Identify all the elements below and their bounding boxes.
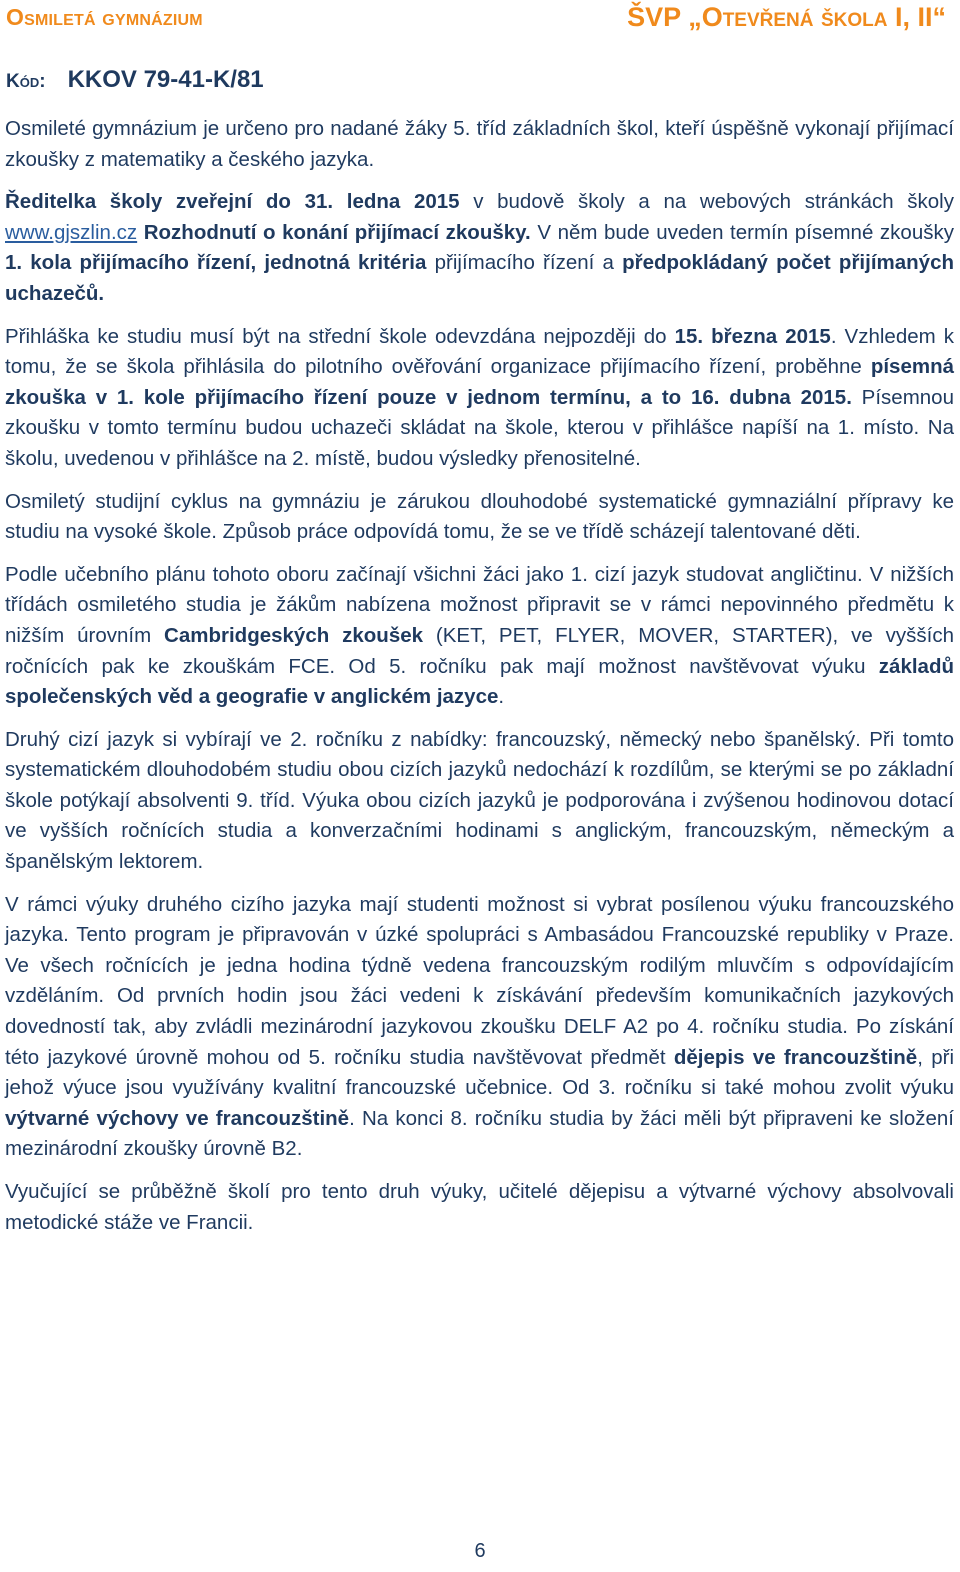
text-run: V něm bude uveden termín písemné zkoušky [530, 220, 954, 244]
text-run: . Na konci 8. ročníku studia by žáci měli být připraveni ke složení mezinárodní zkoušky úrovně B2. [5, 1106, 954, 1161]
text-run: Podle učebního plánu tohoto oboru začínají všichni žáci jako 1. cizí jazyk studovat angličtinu. V nižších třídách osmiletého studia je žákům nabízena možnost připravit se v rámci nepovinného předmětu k nižším úrovním [5, 562, 954, 647]
header-school-type: Osmiletá gymnázium [6, 4, 203, 30]
paragraph-second-language [5, 725, 954, 878]
paragraph-intro [5, 114, 954, 175]
page-number: 6 [474, 1540, 486, 1562]
bold-run: Cambridgeských zkoušek [164, 623, 424, 647]
paragraph-admission-decision [5, 187, 954, 309]
text-run: . Vzhledem k tomu, že se škola přihlásila do pilotního ověřování organizace přijímacího řízení, proběhne [5, 324, 954, 379]
bold-run: Rozhodnutí o konání přijímací zkoušky. [137, 220, 531, 244]
text-run: , při jehož výuce jsou využívány kvalitní francouzské učebnice. Od 3. ročníku si také mohou zvolit výuku [5, 1045, 954, 1100]
bold-run: výtvarné výchovy ve francouzštině [5, 1106, 350, 1130]
study-code-value: KKOV 79-41-K/81 [67, 66, 264, 93]
study-code-label: Kód: [6, 71, 46, 92]
text-run: . [498, 685, 505, 709]
bold-run: písemná zkouška v 1. kole přijímacího řízení pouze v jednom termínu, a to 16. dubna 2015. [5, 355, 954, 409]
text-run: (KET, PET, FLYER, MOVER, STARTER), ve vyšších ročnících pak ke zkouškám FCE. Od 5. ročníku pak mají možnost navštěvovat výuku [5, 623, 955, 678]
text-run: Osmiletý studijní cyklus na gymnáziu je zárukou dlouhodobé systematické gymnaziální přípravy ke studiu na vysoké škole. Způsob práce odpovídá tomu, že se ve třídě scházejí talentované děti. [5, 489, 954, 544]
paragraph-application [5, 322, 954, 475]
school-website-link[interactable]: www.gjszlin.cz [5, 220, 138, 244]
text-run: V rámci výuky druhého cizího jazyka mají studenti možnost si vybrat posílenou výuku francouzského jazyka. Tento program je připravován v úzké spolupráci s Ambasádou Francouzské republiky v Praze. Ve všech ročnících je jedna hodina týdně vedena francouzským rodilým mluvčím s odpovídajícím vzděláním. Od prvních hodin jsou žáci vedeni k získávání především komunikačních jazykových dovedností tak, aby zvládli mezinárodní jazykovou zkoušku DELF A2 po 4. ročníku studia. Po získání této jazykové úrovně mohou od 5. ročníku studia navštěvovat předmět [5, 892, 954, 1069]
text-run: Osmileté gymnázium je určeno pro nadané žáky 5. tříd základních škol, kteří úspěšně vykonají přijímací zkoušky z matematiky a českého jazyka. [5, 117, 954, 171]
document-body [5, 114, 954, 1250]
text-run: Druhý cizí jazyk si vybírají ve 2. ročníku z nabídky: francouzský, německý nebo španělský. Při tomto systematickém dlouhodobém studiu obou cizích jazyků nedochází k rozdílům, se kterými se po základní škole potýkají absolventi 9. tříd. Výuka obou cizích jazyků je podporována i zvýšenou hodinovou dotací ve vyšších ročnících studia a konverzačními hodinami s anglickým, francouzským, německým a španělským lektorem. [5, 727, 954, 874]
paragraph-teachers [5, 1177, 954, 1238]
bold-run: 1. kola přijímacího řízení, jednotná kritéria [5, 251, 427, 275]
text-run: Přihláška ke studiu musí být na střední škole odevzdána nejpozději do [5, 324, 675, 348]
text-run: přijímacího řízení a [426, 251, 623, 275]
bold-run: předpokládaný počet přijímaných uchazečů. [5, 251, 954, 305]
header-program-name: ŠVP „Otevřená škola I, II“ [627, 2, 946, 32]
paragraph-study-cycle [5, 487, 954, 548]
bold-run: 15. března 2015 [674, 324, 831, 348]
text-run: Vyučující se průběžně školí pro tento druh výuky, učitelé dějepisu a výtvarné výchovy absolvovali metodické stáže ve Francii. [5, 1180, 954, 1234]
text-run: Písemnou zkoušku v tomto termínu budou uchazeči skládat na škole, kterou v přihlášce napíší na 1. místo. Na školu, uvedenou v přihlášce na 2. místě, budou výsledky přenositelné. [5, 385, 954, 470]
study-code [6, 66, 264, 94]
paragraph-french [5, 890, 954, 1165]
paragraph-english [5, 560, 954, 713]
bold-run: Ředitelka školy zveřejní do 31. ledna 2015 [5, 190, 460, 214]
text-run: v budově školy a na webových stránkách školy [459, 190, 954, 214]
bold-run: dějepis ve francouzštině [673, 1045, 918, 1069]
bold-run: základů společenských věd a geografie v anglickém jazyce [5, 654, 954, 709]
